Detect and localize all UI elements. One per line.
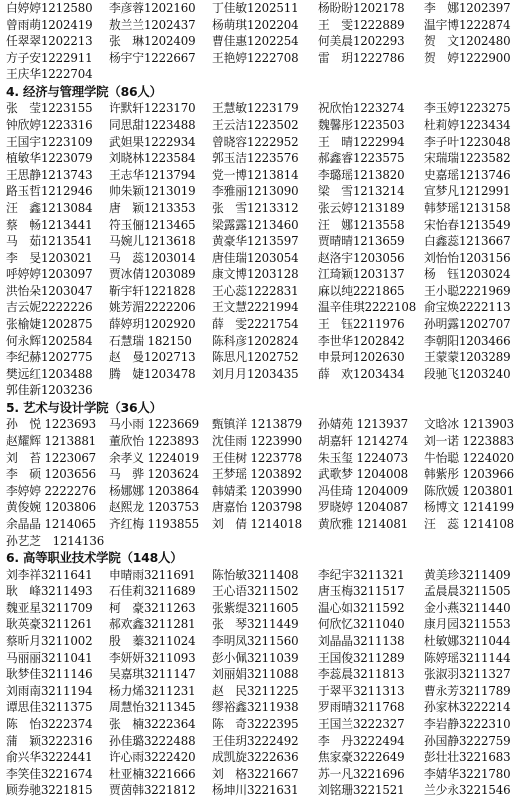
name-entry: 杨萌琪1202204 — [212, 17, 299, 32]
name-row — [6, 483, 522, 500]
name-entry: 牛怡聪 1224020 — [424, 450, 515, 465]
name-entry: 文晗冰 1213903 — [424, 417, 515, 432]
name-entry: 金小燕3211440 — [424, 600, 511, 615]
name-entry: 张紫缇3211605 — [212, 600, 299, 615]
name-entry: 赵 曼1202713 — [109, 350, 196, 365]
name-entry: 吴嘉琪3211147 — [109, 667, 196, 682]
name-row — [6, 266, 522, 283]
name-entry: 刘 苔 1223067 — [6, 450, 97, 465]
name-entry: 宣梦凡1212991 — [424, 184, 511, 199]
name-row — [6, 100, 522, 117]
name-entry: 陈 怡3222374 — [6, 716, 93, 731]
name-entry: 贺 文1202480 — [424, 34, 511, 49]
name-entry: 党一博1213814 — [212, 167, 299, 182]
name-row — [6, 516, 522, 533]
name-entry: 赵熙龙 1203753 — [109, 500, 200, 515]
name-row — [6, 250, 522, 267]
name-entry: 杨盼盼1202178 — [318, 1, 405, 15]
name-row — [6, 134, 522, 151]
name-entry: 郭佳新1203236 — [6, 383, 93, 398]
name-entry: 黄俊婉 1203806 — [6, 500, 97, 515]
name-row — [6, 0, 522, 17]
name-entry: 王蒙蒙1203289 — [424, 350, 511, 365]
name-entry: 李岩静3222310 — [424, 716, 511, 731]
name-entry: 江琦颖1203137 — [318, 267, 405, 282]
name-entry: 马 蕊1203014 — [109, 250, 196, 265]
name-entry: 董欣怡 1223893 — [109, 434, 200, 449]
name-entry: 李婧华3221780 — [424, 766, 511, 781]
name-entry: 刘丽娟3211088 — [212, 667, 299, 682]
name-entry: 韩梦瑶1213158 — [424, 200, 511, 215]
name-entry: 李婷婷 2222276 — [6, 483, 97, 498]
name-entry: 符玉俪1213465 — [109, 217, 196, 232]
name-row — [6, 233, 522, 250]
name-entry: 李彦蓉1202160 — [109, 1, 196, 15]
name-entry: 薛婷玥1202920 — [109, 317, 196, 332]
name-entry: 同思甜1223488 — [109, 117, 196, 132]
name-row — [6, 450, 522, 467]
name-row — [6, 733, 522, 750]
name-entry: 耿 峰3211493 — [6, 584, 93, 599]
name-entry: 李 旻1203021 — [6, 250, 93, 265]
name-entry: 蒲 颖3222316 — [6, 733, 93, 748]
name-entry: 唐 颖1213353 — [109, 200, 196, 215]
name-entry: 李璐瑶1213820 — [318, 167, 405, 182]
name-entry: 耿梦佳3211146 — [6, 667, 93, 682]
name-entry: 蔡 畅1213441 — [6, 217, 93, 232]
name-entry: 黄美珍3211409 — [424, 567, 511, 582]
name-entry: 殷 蓁3211024 — [109, 633, 196, 648]
name-entry: 王心语3211502 — [212, 584, 299, 599]
name-entry: 宋瑞瑞1223582 — [424, 151, 511, 166]
name-entry: 石慧瑞 182150 — [109, 333, 192, 348]
name-entry: 陈怡敏3211408 — [212, 567, 299, 582]
name-entry: 梁 雪1213214 — [318, 184, 405, 199]
name-entry: 姚芳湄2222206 — [109, 300, 196, 315]
name-entry: 刘雨南3211194 — [6, 683, 93, 698]
name-entry: 王国宇1223109 — [6, 134, 93, 149]
name-row — [6, 683, 522, 700]
name-entry: 王国兰3222327 — [318, 716, 405, 731]
name-row — [6, 200, 522, 217]
name-entry: 刘李祥3211641 — [6, 567, 93, 582]
section-heading: 4. 经济与管理学院（86人） — [6, 83, 162, 99]
name-entry: 李纪赫1202775 — [6, 350, 93, 365]
name-entry: 甄镇洋 1213879 — [212, 417, 303, 432]
name-entry: 许心雨3222420 — [109, 750, 196, 765]
name-entry: 孙婧苑 1213937 — [318, 417, 409, 432]
name-entry: 石佳莉3211689 — [109, 584, 196, 599]
name-row — [6, 600, 522, 617]
name-entry: 张 琴3211449 — [212, 617, 299, 632]
name-entry: 于翠平3211313 — [318, 683, 405, 698]
name-entry: 薛 雯2221754 — [212, 317, 299, 332]
name-entry: 王云洁1223502 — [212, 117, 299, 132]
name-entry: 孟晨晨3211505 — [424, 584, 511, 599]
name-entry: 汪 娜1213558 — [318, 217, 405, 232]
name-entry: 段驰飞1203240 — [424, 366, 511, 381]
name-entry: 张 楠3222364 — [109, 716, 196, 731]
name-entry: 彭壮壮3221683 — [424, 750, 511, 765]
name-entry: 刘晶晶3211138 — [318, 633, 405, 648]
name-entry: 王 晴1222994 — [318, 134, 405, 149]
name-entry: 王佳玥3222492 — [212, 733, 299, 748]
name-entry: 张云婷1213189 — [318, 200, 405, 215]
name-entry: 李世华1202842 — [318, 333, 405, 348]
name-entry: 白婷婷1212580 — [6, 1, 93, 15]
name-entry: 贾晴晴1213659 — [318, 234, 405, 249]
name-entry: 胡嘉轩 1214274 — [318, 434, 409, 449]
name-entry: 陈科彦1202824 — [212, 333, 299, 348]
name-entry: 韩紫彤 1203966 — [424, 467, 515, 482]
name-entry: 钟欣婷1223316 — [6, 117, 93, 132]
name-entry: 孙国静3222759 — [424, 733, 511, 748]
name-row — [6, 366, 522, 383]
name-entry: 王佳树 1223778 — [212, 450, 303, 465]
name-entry: 樊远红1203488 — [6, 366, 93, 381]
name-entry: 刘晓林1223584 — [109, 151, 196, 166]
name-entry: 余晶晶 1214065 — [6, 517, 97, 531]
name-entry: 沈佳雨 1223990 — [212, 434, 303, 449]
name-entry: 顾券驰3221815 — [6, 783, 93, 798]
name-entry: 史嘉瑶1213746 — [424, 167, 511, 182]
name-entry: 王国俊3211289 — [318, 650, 405, 665]
name-entry: 陈思凡1202752 — [212, 350, 299, 365]
name-entry: 洪怡朵1203047 — [6, 283, 93, 298]
section-heading: 6. 高等职业技术学院（148人） — [6, 550, 183, 566]
name-entry: 罗雨晴3211768 — [318, 700, 405, 715]
name-entry: 杨娜娜 1203864 — [109, 483, 200, 498]
name-entry: 郭玉洁1223576 — [212, 151, 299, 166]
name-entry: 朱玉玺 1224073 — [318, 450, 409, 465]
name-entry: 韩婧柔 1203990 — [212, 483, 303, 498]
name-entry: 孙佳璐3222488 — [109, 733, 196, 748]
name-row — [6, 167, 522, 184]
name-row — [6, 66, 522, 83]
name-entry: 王庆华1222704 — [6, 67, 93, 82]
name-row — [6, 766, 522, 783]
name-entry: 俞兴华3222441 — [6, 750, 93, 765]
name-entry: 柯 豪3211263 — [109, 600, 196, 615]
name-entry: 刘铭珊3221521 — [318, 783, 405, 798]
name-row — [6, 433, 522, 450]
name-entry: 杨宇宁1222667 — [109, 50, 196, 65]
name-entry: 麻以纯2221865 — [318, 283, 405, 298]
name-entry: 李 娜1202397 — [424, 1, 511, 15]
name-entry: 魏馨彤1223503 — [318, 117, 405, 132]
name-entry: 魏亚星3211709 — [6, 600, 93, 615]
name-entry: 王 雯1222889 — [318, 17, 405, 32]
name-entry: 曹佳惠1202254 — [212, 34, 299, 49]
name-entry: 杜敏娜3211044 — [424, 633, 511, 648]
name-entry: 王心蕊1222831 — [212, 283, 299, 298]
name-entry: 冯佳琦 1204009 — [318, 483, 409, 498]
name-entry: 杨博文 1214199 — [424, 500, 515, 515]
name-entry: 张 琳1202409 — [109, 34, 196, 49]
name-entry: 贺 婷1222900 — [424, 50, 511, 65]
name-entry: 王小聪2221969 — [424, 283, 511, 298]
name-entry: 孙艺芝 1214136 — [6, 533, 105, 548]
name-row — [6, 283, 522, 300]
name-row — [6, 633, 522, 650]
name-entry: 兰少永3221546 — [424, 783, 511, 798]
name-entry: 郝鑫睿1223575 — [318, 151, 405, 166]
name-entry: 谭思佳3211375 — [6, 700, 93, 715]
name-entry: 丁佳敏1202511 — [212, 1, 299, 15]
name-entry: 王文慧2221994 — [212, 300, 299, 315]
name-entry: 苏一凡3221696 — [318, 766, 405, 781]
name-entry: 曹永芳3211789 — [424, 683, 511, 698]
name-entry: 王梦瑶 1203892 — [212, 467, 303, 482]
name-entry: 周慧怡3211345 — [109, 700, 196, 715]
name-entry: 何永辉1202584 — [6, 333, 93, 348]
name-entry: 陈婷瑶3211144 — [424, 650, 511, 665]
name-entry: 刘 倩 1214018 — [212, 517, 303, 531]
name-row — [6, 50, 522, 67]
name-row — [6, 416, 522, 433]
name-entry: 李妍妍3211093 — [109, 650, 196, 665]
name-entry: 黄豪华1213597 — [212, 234, 299, 249]
name-entry: 杜莉婷1223434 — [424, 117, 511, 132]
name-entry: 何美晨1202293 — [318, 34, 405, 49]
name-row — [6, 217, 522, 234]
name-entry: 余孝义 1224019 — [109, 450, 200, 465]
name-entry: 白鑫蕊1213667 — [424, 234, 511, 249]
name-entry: 孙 悦 1223693 — [6, 417, 97, 432]
name-entry: 刘一诺 1223883 — [424, 434, 515, 449]
name-entry: 曾晓容1222952 — [212, 134, 299, 149]
name-row — [6, 117, 522, 134]
name-row — [6, 333, 522, 350]
name-entry: 汪 鑫1213084 — [6, 200, 93, 215]
name-entry: 康月园3211553 — [424, 617, 511, 632]
name-entry: 李纪宇3211321 — [318, 567, 405, 582]
name-entry: 温宇博1222874 — [424, 17, 511, 32]
section-heading: 5. 艺术与设计学院（36人） — [6, 400, 162, 416]
name-entry: 李笑佳3221674 — [6, 766, 93, 781]
name-entry: 王艳婷1222708 — [212, 50, 299, 65]
name-entry: 靳宇轩1221828 — [109, 283, 196, 298]
name-entry: 赵耀辉 1213881 — [6, 434, 97, 449]
name-row — [6, 382, 522, 399]
name-entry: 陈 奇3222395 — [212, 716, 299, 731]
name-entry: 唐玉梅3211517 — [318, 584, 405, 599]
name-entry: 彭小佩3211039 — [212, 650, 299, 665]
name-entry: 罗晓婷 1204087 — [318, 500, 409, 515]
name-entry: 刘怡怡1203156 — [424, 250, 511, 265]
name-row — [6, 666, 522, 683]
name-entry: 蔡昕月3211002 — [6, 633, 93, 648]
name-entry: 杜亚楠3221666 — [109, 766, 196, 781]
name-entry: 李子叶1223048 — [424, 134, 511, 149]
name-entry: 缪裕鑫3211938 — [212, 700, 299, 715]
name-entry: 路玉哲1212946 — [6, 184, 93, 199]
name-entry: 俞宝焕2222113 — [424, 300, 511, 315]
name-row — [6, 466, 522, 483]
name-entry: 张 莹1223155 — [6, 101, 93, 116]
name-entry: 马 骅 1203624 — [109, 467, 200, 482]
name-entry: 贾冰倩1203089 — [109, 267, 196, 282]
name-entry: 曾雨萌1202419 — [6, 17, 93, 32]
name-row — [6, 499, 522, 516]
name-row — [6, 150, 522, 167]
name-entry: 王志华1213794 — [109, 167, 196, 182]
name-entry: 申景珂1202630 — [318, 350, 405, 365]
name-row — [6, 650, 522, 667]
name-entry: 温辛佳琪2222108 — [318, 300, 417, 315]
name-entry: 张榆婕1202875 — [6, 317, 93, 332]
name-entry: 李蕊晨3211813 — [318, 667, 405, 682]
name-row — [6, 299, 522, 316]
name-entry: 孙明露1202707 — [424, 317, 511, 332]
name-entry: 唐嘉怡 1203798 — [212, 500, 303, 515]
name-entry: 张淑羽3211327 — [424, 667, 511, 682]
name-entry: 杨力烯3211231 — [109, 683, 196, 698]
name-row — [6, 17, 522, 34]
name-entry: 呼婷婷1203097 — [6, 267, 93, 282]
name-entry: 成凯旋3222636 — [212, 750, 299, 765]
name-row — [6, 749, 522, 766]
name-row — [6, 716, 522, 733]
name-entry: 方子安1222911 — [6, 50, 93, 65]
name-entry: 武歌梦 1204008 — [318, 467, 409, 482]
name-row — [6, 33, 522, 50]
name-row — [6, 533, 522, 550]
name-entry: 张 雪1213312 — [212, 200, 299, 215]
name-entry: 任翠翠1202213 — [6, 34, 93, 49]
name-entry: 马婉儿1213618 — [109, 234, 196, 249]
name-entry: 李雅丽1213090 — [212, 184, 299, 199]
name-entry: 耿英豪3211261 — [6, 617, 93, 632]
name-entry: 马丽丽3211041 — [6, 650, 93, 665]
name-entry: 赵洛宇1203056 — [318, 250, 405, 265]
name-entry: 梁露露1213460 — [212, 217, 299, 232]
name-entry: 宋怡春1213549 — [424, 217, 511, 232]
name-entry: 雷 玥1222786 — [318, 50, 405, 65]
name-row — [6, 349, 522, 366]
name-entry: 孙家林3222214 — [424, 700, 511, 715]
name-entry: 王 钰2211976 — [318, 317, 405, 332]
name-entry: 马 茹1213541 — [6, 234, 93, 249]
name-entry: 申晴雨3211691 — [109, 567, 196, 582]
name-entry: 康文博1203128 — [212, 267, 299, 282]
name-entry: 吉云妮2222226 — [6, 300, 93, 315]
name-entry: 许默轩1223170 — [109, 101, 196, 116]
name-entry: 武妲果1222934 — [109, 134, 196, 149]
name-entry: 李明凤3211560 — [212, 633, 299, 648]
name-entry: 李朝阳1203466 — [424, 333, 511, 348]
name-entry: 黄欣雅 1214081 — [318, 517, 409, 531]
name-entry: 汪 蕊 1214108 — [424, 517, 515, 531]
name-entry: 杨 钰1203024 — [424, 267, 511, 282]
name-row — [6, 616, 522, 633]
name-entry: 唐佳瑞1203054 — [212, 250, 299, 265]
name-row — [6, 183, 522, 200]
name-entry: 温心如3211592 — [318, 600, 405, 615]
name-entry: 王思静1213743 — [6, 167, 93, 182]
name-entry: 敖兰兰1202437 — [109, 17, 196, 32]
name-entry: 齐红梅 1193855 — [109, 517, 200, 531]
name-entry: 刘 格3221667 — [212, 766, 299, 781]
name-entry: 杨坤川3221631 — [212, 783, 299, 798]
name-entry: 贾茵韩3221812 — [109, 783, 196, 798]
name-row — [6, 782, 522, 799]
name-entry: 陈欣媛 1203801 — [424, 483, 515, 498]
name-row — [6, 567, 522, 584]
name-entry: 刘月月1203435 — [212, 366, 299, 381]
name-entry: 马小雨 1223669 — [109, 417, 200, 432]
name-entry: 李玉婷1223275 — [424, 101, 511, 116]
name-entry: 李 丹3222494 — [318, 733, 405, 748]
name-entry: 焦家豪3222649 — [318, 750, 405, 765]
name-entry: 薛 欢1203434 — [318, 366, 405, 381]
name-entry: 祝欣怡1223274 — [318, 101, 405, 116]
name-entry: 腾 婕1203478 — [109, 366, 196, 381]
name-entry: 郝欢鑫3211281 — [109, 617, 196, 632]
name-entry: 植敏华1223079 — [6, 151, 93, 166]
name-row — [6, 316, 522, 333]
name-entry: 何欣忆3211040 — [318, 617, 405, 632]
name-row — [6, 699, 522, 716]
name-entry: 帅朱颖1213019 — [109, 184, 196, 199]
name-entry: 王慧敏1223179 — [212, 101, 299, 116]
name-row — [6, 583, 522, 600]
name-entry: 李 硕 1203656 — [6, 467, 97, 482]
name-entry: 赵 民3211225 — [212, 683, 299, 698]
